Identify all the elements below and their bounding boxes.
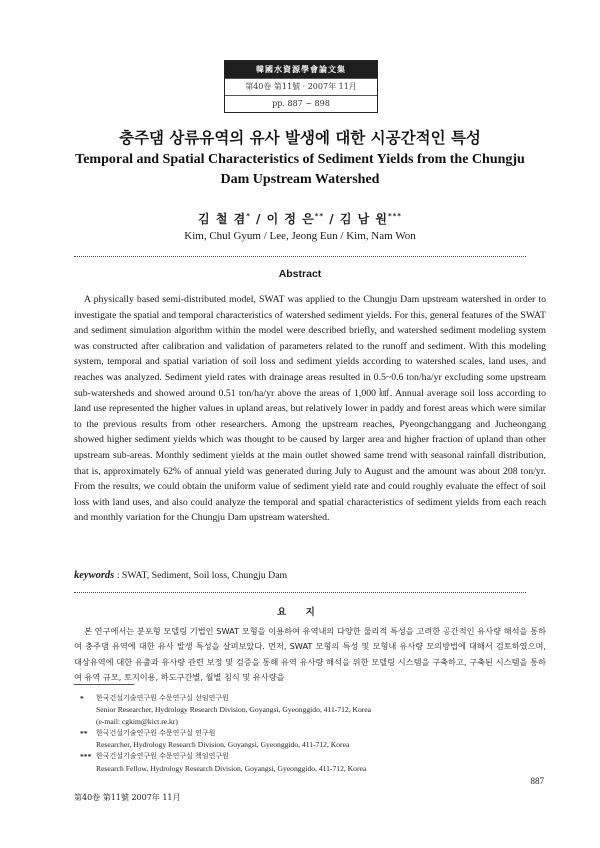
author-3: 김 남 원 <box>339 212 388 226</box>
authors-korean <box>0 210 600 227</box>
author-2-mark: ** <box>314 212 325 220</box>
journal-name: 韓國水資源學會論文集 <box>225 61 377 78</box>
footer-issue: 第40卷 第11號 2007年 11月 <box>74 793 181 802</box>
author-1-mark: * <box>246 212 251 220</box>
journal-pages: pp. 887 ~ 898 <box>225 95 377 112</box>
footnote-en: Senior Researcher, Hydrology Research Division, Goyangsi, Gyeonggido, 411-712, Korea <box>96 705 372 715</box>
journal-info-box <box>224 60 378 113</box>
footnote-mark: ** <box>80 728 88 738</box>
footnote-email: (e-mail: cgkim@kict.re.kr) <box>96 716 178 726</box>
keywords-line <box>74 570 287 581</box>
footnote-mark: * <box>80 694 84 703</box>
divider <box>74 256 526 257</box>
footnote-ko: 한국건설기술연구원 수문연구실 선임연구원 <box>96 694 229 702</box>
journal-volume: 第40卷 第11號 · 2007年 11月 <box>225 78 377 95</box>
footnote-ko: 한국건설기술연구원 수문연구실 책임연구원 <box>96 752 229 761</box>
footnote-ko: 한국건설기술연구원 수문연구실 연구원 <box>96 728 216 737</box>
footnote-en: Research Fellow, Hydrology Research Division, Goyangsi, Gyeonggido, 411-712, Korea <box>96 763 367 773</box>
abstract-text: A physically based semi-distributed model, SWAT was applied to the Chungju Dam upstream watershed in order to investigate the spatial and temporal characteristics of watershed sediment yields. For this, general features of the SWAT and sediment simulation algorithm within the model were described briefly, and watershed sediment modeling system was constructed after calibration and validation of parameters related to the runoff and sediment. With this modeling system, temporal and spatial variation of soil loss and sediment yields according to watershed scales, land uses, and reaches was analyzed. Sediment yield rates with drainage areas resulted in 0.5~0.6 ton/ha/yr excluding some upstream sub-watersheds and showed around 0.51 ton/ha/yr above the areas of 1,000 ㎢. Annual average soil loss according to land use represented the higher values in upland areas, but relatively lower in paddy and forest areas which were similar to the previous results from other researchers. Among the upstream reaches, Pyeongchanggang and Jucheongang showed higher sediment yields which was thought to be caused by larger area and higher fraction of upland than other upstream sub-areas. Monthly sediment yields at the main outlet showed same trend with seasonal rainfall distribution, that is, approximately 62% of annual yield was generated during July to August and the amount was about 208 ton/yr. From the results, we could obtain the uniform value of sediment yield rate and could roughly evaluate the effect of soil loss with land uses, and also could analyze the temporal and spatial characteristics of sediment yields from each reach and monthly variation for the Chungju Dam upstream watershed. <box>74 294 546 524</box>
divider <box>74 592 526 593</box>
footnotes <box>80 693 371 775</box>
footnote-1 <box>80 693 371 727</box>
footnote-en: Researcher, Hydrology Research Division, Goyangsi, Gyeonggido, 411-712, Korea <box>96 740 350 750</box>
author-separator: / <box>250 212 267 226</box>
title-english: Temporal and Spatial Characteristics of Sediment Yields from the Chungju Dam Upstream Watershed <box>75 152 525 187</box>
author-2: 이 정 은 <box>266 212 315 226</box>
keywords-label: keywords <box>74 570 115 581</box>
yoji-text: 본 연구에서는 분포형 모델링 기법인 SWAT 모형을 이용하여 유역내의 다양한 물리적 특성을 고려한 공간적인 유사량 해석을 통하여 충주댐 유역에 대한 유사 발생 특성을 살펴보았다. 먼저, SWAT 모형의 특성 및 모형내 유사량 모의방법에 대해서 검토하였으며, 대상유역에 대한 유출과 유사량 관련 보정 및 검증을 통해 유역 유사량 해석을 위한 모델링 시스템을 구축하고, 구축된 시스템을 통하여 유역 규모, 토지이용, 하도구간별, 월별 침식 및 유사량을 <box>74 626 546 683</box>
yoji-heading: 요 지 <box>277 607 323 618</box>
footnote-mark: *** <box>80 752 92 762</box>
author-3-mark: *** <box>387 212 402 220</box>
keywords-text: SWAT, Sediment, Soil loss, Chungju Dam <box>121 570 288 581</box>
page-number: 887 <box>530 776 544 786</box>
title-korean: 충주댐 상류유역의 유사 발생에 대한 시공간적인 특성 <box>119 129 481 147</box>
abstract-heading: Abstract <box>278 268 322 280</box>
footnote-3 <box>80 751 371 774</box>
author-1: 김 철 겸 <box>198 212 247 226</box>
footnote-rule <box>74 684 134 685</box>
keywords-separator: : <box>114 570 122 581</box>
footnote-2 <box>80 728 371 751</box>
author-separator: / <box>324 212 340 226</box>
authors-english: Kim, Chul Gyum / Lee, Jeong Eun / Kim, Nam Won <box>184 230 416 242</box>
